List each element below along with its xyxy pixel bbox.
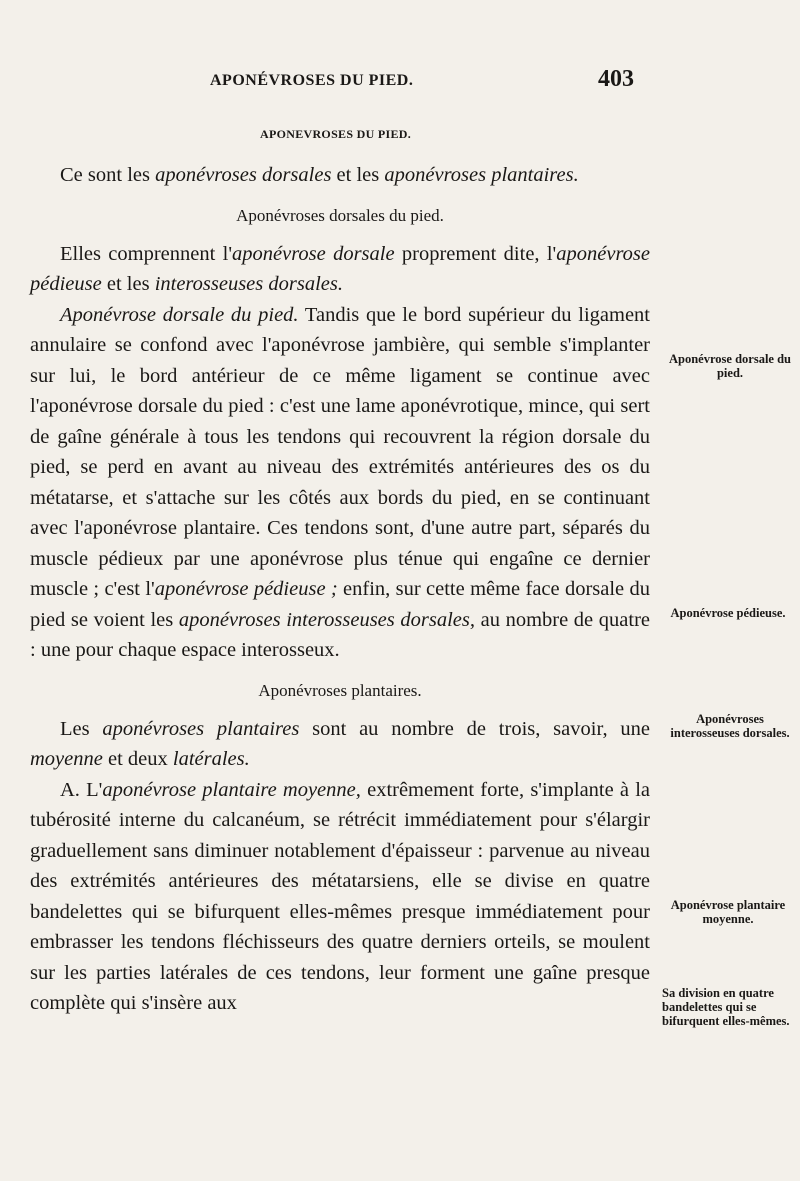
margin-note-plantaire-moyenne: Aponévrose plantaire moyenne.	[670, 898, 786, 926]
dorsal-p2-term-2: aponévrose pédieuse ;	[154, 578, 338, 600]
plantar-p1-text-2: sont au nombre de trois, savoir, une	[299, 717, 650, 740]
intro-text-1: Ce sont les	[60, 164, 156, 186]
plantar-p2-text-1: A. L'	[60, 778, 103, 801]
plantar-p1-text-3: et deux	[102, 748, 173, 770]
dorsal-p2-text-3: au nombre de quatre : une pour chaque espace interosseux.	[30, 608, 650, 661]
margin-note-dorsale: Aponévrose dorsale du pied.	[668, 352, 791, 380]
running-subtitle: APONEVROSES DU PIED.	[260, 127, 412, 141]
dorsal-p1-text-3: et les	[101, 273, 155, 295]
plantar-p1-term-2: moyenne	[30, 748, 103, 770]
intro-term-plantaires: aponévroses plantaires.	[384, 164, 579, 186]
plantar-p1-term-3: latérales.	[172, 748, 250, 770]
dorsal-p2-term-3: aponévroses interosseuses dorsales,	[178, 608, 475, 631]
intro-text-2: et les	[331, 164, 385, 186]
dorsal-p1-text-2: proprement dite, l'	[394, 242, 557, 265]
dorsal-p2-text-2: enfin, sur cette même face dorsale du pied se voient les	[30, 578, 650, 631]
plantar-paragraph-1	[30, 714, 650, 775]
dorsal-p1-text-1: Elles comprennent l'	[60, 242, 233, 265]
plantar-paragraph-2	[30, 775, 650, 1019]
intro-paragraph	[30, 160, 650, 191]
section-heading-plantar: Aponévroses plantaires.	[258, 680, 422, 700]
plantar-p2-text-2: extrêmement forte, s'implante à la tubérosité interne du calcanéum, se rétrécit immédiatement pour s'élargir graduellement sans diminuer notablement d'épaisseur : parvenue au niveau des extrémités antérieures des métatarsiens, elle se divise en quatre bandelettes qui se bifurquent elles-mêmes presque immédiatement pour embrasser les tendons fléchisseurs des quatre derniers orteils, se moulent sur les parties latérales de ces tendons, leur forment une gaîne presque complète qui s'insère aux	[30, 778, 651, 1014]
running-title: APONÉVROSES DU PIED.	[210, 72, 414, 89]
dorsal-p2-term-1: Aponévrose dorsale du pied.	[60, 303, 299, 326]
section-heading-dorsal: Aponévroses dorsales du pied.	[236, 205, 444, 225]
margin-note-interosseuses: Aponévroses interosseuses dorsales.	[670, 712, 790, 740]
page-number: 403	[598, 66, 634, 92]
dorsal-p1-term-1: aponévrose dorsale	[232, 242, 395, 265]
dorsal-p1-term-3: interosseuses dorsales.	[154, 273, 343, 295]
plantar-p2-term-1: aponévrose plantaire moyenne,	[102, 778, 361, 801]
margin-note-division: Sa division en quatre bandelettes qui se bifurquent elles-mêmes.	[662, 986, 790, 1028]
dorsal-p1-term-2: aponévrose pédieuse	[30, 242, 650, 295]
dorsal-paragraph-2	[30, 300, 650, 666]
dorsal-p2-text-1: Tandis que le bord supérieur du ligament annulaire se confond avec l'aponévrose jambière, qui semble s'implanter sur lui, le bord antérieur de ce même ligament se continue avec l'aponévrose dorsale du pied : c'est une lame aponévrotique, mince, qui sert de gaîne générale à tous les tendons qui recouvrent la région dorsale du pied, se perd en avant au niveau des extrémités antérieures des os du métatarse, et s'attache sur les côtés aux bords du pied, en se continuant avec l'aponévrose plantaire. Ces tendons sont, d'une autre part, séparés du muscle pédieux par une aponévrose plus ténue qui engaîne ce dernier muscle ; c'est l'	[30, 303, 650, 600]
body-text	[30, 160, 650, 1019]
plantar-p1-term-1: aponévroses plantaires	[102, 717, 300, 740]
dorsal-paragraph-1	[30, 239, 650, 300]
margin-note-pedieuse: Aponévrose pédieuse.	[670, 606, 786, 620]
intro-term-dorsales: aponévroses dorsales	[155, 164, 332, 186]
plantar-p1-text-1: Les	[60, 717, 103, 740]
